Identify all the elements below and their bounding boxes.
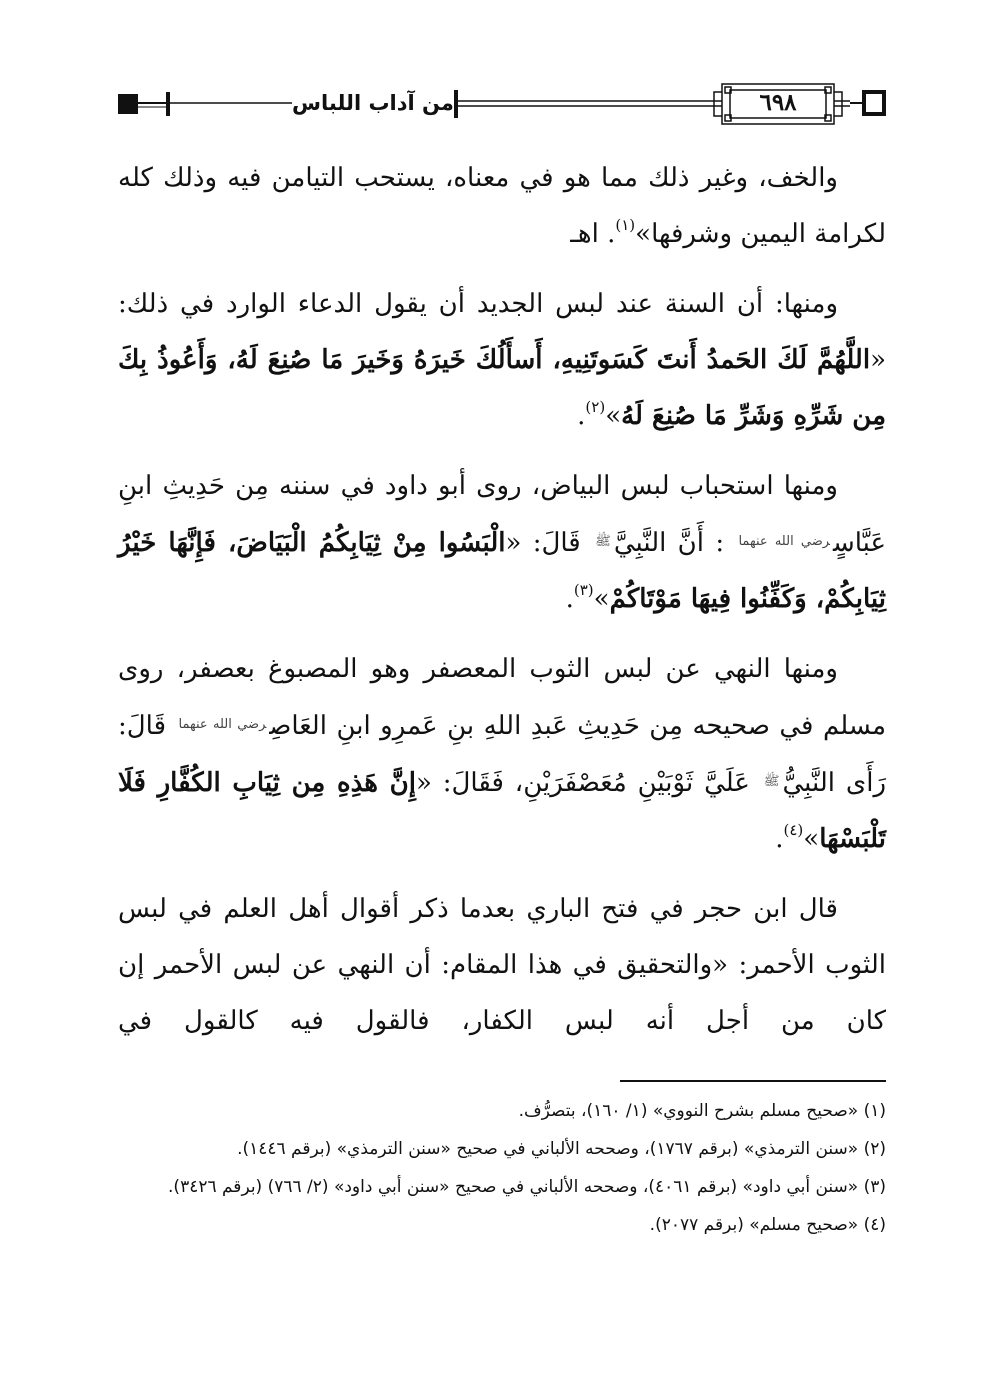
page-header xyxy=(118,82,886,126)
quoted-hadith: إِنَّ هَذِهِ مِن ثِيَابِ الكُفَّارِ فَلَا تَلْبَسْهَا xyxy=(118,768,886,854)
footnote-marker: (٤) xyxy=(783,821,804,839)
text-segment: قَالَ: رَأَى النَّبِيُّ xyxy=(118,711,886,798)
text-segment: . xyxy=(775,824,784,854)
header-right-square xyxy=(864,92,884,114)
text-segment: . اهـ xyxy=(570,219,616,249)
text-segment: ومنها النهي عن لبس الثوب المعصفر وهو المصبوغ بعصفر، روى مسلم في صحيحه مِن حَدِيثِ عَبدِ اللهِ بنِ عَمرِو ابنِ العَاصِ xyxy=(118,654,887,741)
text-segment: : أَنَّ النَّبِيَّ xyxy=(613,528,725,558)
paragraph xyxy=(118,641,886,867)
text-segment: عَلَيَّ ثَوْبَيْنِ مُعَصْفَرَيْنِ، فَقَالَ: « xyxy=(415,768,750,798)
footnotes xyxy=(118,1096,886,1248)
footnote-item: (٣) «سنن أبي داود» (برقم ٤٠٦١)، وصححه الألباني في صحيح «سنن أبي داود» (٢/ ٧٦٦) (برقم ٣٤٢٦). xyxy=(168,1177,886,1197)
paragraph xyxy=(118,150,886,262)
footnote-marker: (١) xyxy=(615,216,636,234)
footnote-marker: (٢) xyxy=(585,398,606,416)
text-segment: . xyxy=(565,584,574,614)
quoted-hadith: اللَّهُمَّ لَكَ الحَمدُ أَنتَ كَسَوتَنِيهِ، أَسأَلُكَ خَيرَهُ وَخَيرَ مَا صُنِعَ لَهُ، وَأَعُوذُ بِكَ مِن شَرِّهِ وَشَرِّ مَا صُنِعَ لَهُ xyxy=(118,345,886,431)
footnote-item: (٤) «صحيح مسلم» (برقم ٢٠٧٧). xyxy=(649,1215,886,1235)
footnote-marker: (٣) xyxy=(573,581,594,599)
text-segment: والخف، وغير ذلك مما هو في معناه، يستحب التيامن فيه وذلك كله لكرامة اليمين وشرفها» xyxy=(118,163,886,249)
paragraph xyxy=(118,276,886,444)
running-title: من آداب اللباس xyxy=(292,88,454,118)
footnote-item: (١) «صحيح مسلم بشرح النووي» (١/ ١٦٠)، بتصرُّف. xyxy=(518,1101,886,1121)
page-number: ٦٩٨ xyxy=(759,89,797,116)
paragraph xyxy=(118,881,886,1049)
honorific-mark: ﷺ xyxy=(763,774,780,789)
honorific-mark: ﷺ xyxy=(595,534,611,549)
text-segment: » xyxy=(803,824,820,854)
honorific-mark: رضي الله عنهما xyxy=(178,717,267,732)
text-segment: ومنها: أن السنة عند لبس الجديد أن يقول الدعاء الوارد في ذلك: « xyxy=(118,289,886,375)
main-text xyxy=(118,150,886,1063)
text-segment: . xyxy=(577,401,586,431)
text-segment: قَالَ: « xyxy=(505,528,581,558)
quoted-hadith: الْبَسُوا مِنْ ثِيَابِكُمُ الْبَيَاضَ، فَإِنَّهَا خَيْرُ ثِيَابِكُمْ، وَكَفِّنُوا فِيهَا مَوْتَاكُمْ xyxy=(118,528,886,614)
paragraph xyxy=(118,458,886,627)
text-segment: ومنها استحباب لبس البياض، روى أبو داود في سننه مِن حَدِيثِ ابنِ عَبَّاسٍ xyxy=(118,471,887,558)
header-left-square xyxy=(118,94,138,114)
text-segment: قال ابن حجر في فتح الباري بعدما ذكر أقوال أهل العلم في لبس الثوب الأحمر: «والتحقيق في هذا المقام: أن النهي عن لبس الأحمر إن كان من أجل أنه لبس الكفار، فالقول فيه كالقول في xyxy=(118,894,886,1036)
text-segment: » xyxy=(593,584,610,614)
footnote-separator xyxy=(620,1080,886,1082)
footnote-item: (٢) «سنن الترمذي» (برقم ١٧٦٧)، وصححه الألباني في صحيح «سنن الترمذي» (برقم ١٤٤٦). xyxy=(237,1139,886,1159)
honorific-mark: رضي الله عنهما xyxy=(738,534,830,549)
text-segment: » xyxy=(605,401,622,431)
